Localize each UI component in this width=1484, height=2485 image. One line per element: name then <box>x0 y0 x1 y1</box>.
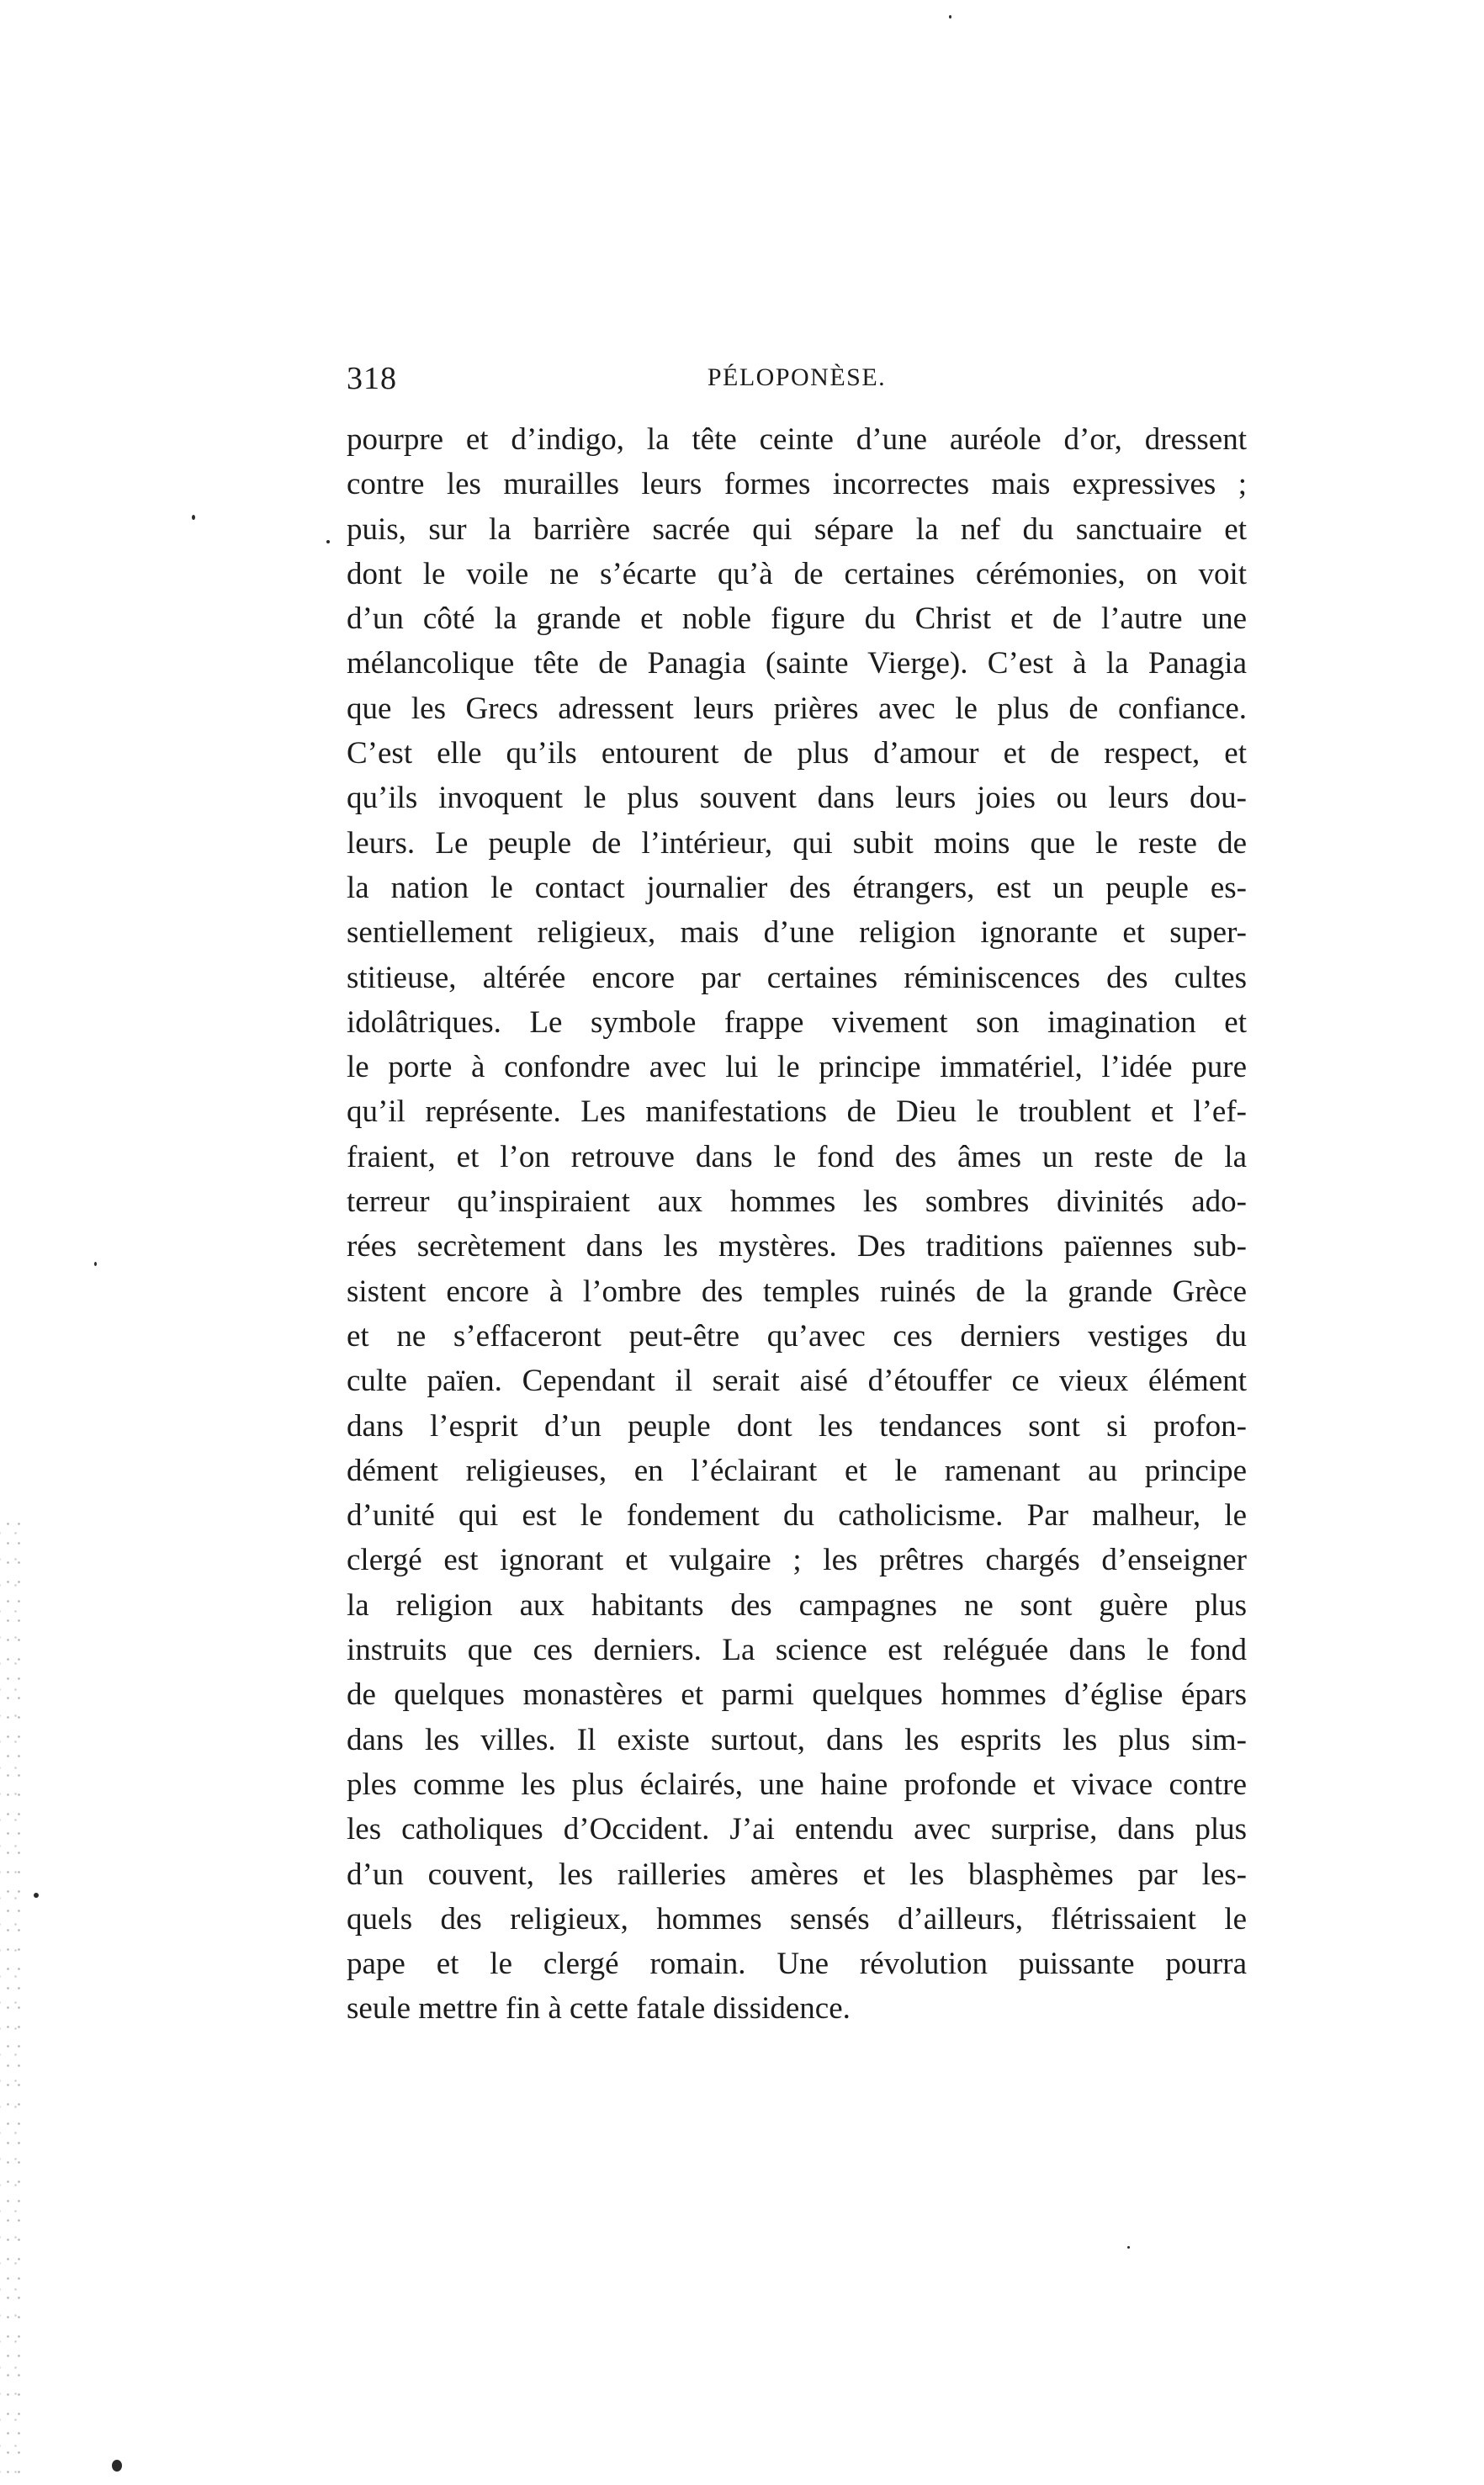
text-line: C’est elle qu’ils entourent de plus d’amour et de respect, et <box>347 736 1247 771</box>
text-line: fraient, et l’on retrouve dans le fond des âmes un reste de la <box>347 1139 1247 1174</box>
text-line: pape et le clergé romain. Une révolution puissante pourra <box>347 1947 1247 1982</box>
text-line: rées secrètement dans les mystères. Des traditions païennes sub- <box>347 1229 1247 1264</box>
text-line: ples comme les plus éclairés, une haine profonde et vivace contre <box>347 1767 1247 1802</box>
running-title: PÉLOPONÈSE. <box>707 363 887 391</box>
running-head <box>347 360 1247 411</box>
text-line: dans l’esprit d’un peuple dont les tendances sont si profon- <box>347 1408 1247 1444</box>
text-line: de quelques monastères et parmi quelques hommes d’église épars <box>347 1677 1247 1713</box>
text-line: d’un côté la grande et noble figure du Christ et de l’autre une <box>347 601 1247 637</box>
text-line: instruits que ces derniers. La science est reléguée dans le fond <box>347 1633 1247 1668</box>
text-line: d’un couvent, les railleries amères et les blasphèmes par les- <box>347 1857 1247 1892</box>
text-line: et ne s’effaceront peut-être qu’avec ces derniers vestiges du <box>347 1318 1247 1354</box>
scan-edge-noise <box>0 1514 25 2482</box>
text-line: les catholiques d’Occident. J’ai entendu avec surprise, dans plus <box>347 1812 1247 1847</box>
text-line: idolâtriques. Le symbole frappe vivement son imagination et <box>347 1004 1247 1040</box>
text-line: mélancolique tête de Panagia (sainte Vierge). C’est à la Panagia <box>347 646 1247 681</box>
text-line: terreur qu’inspiraient aux hommes les sombres divinités ado- <box>347 1184 1247 1220</box>
ink-speck <box>34 1893 39 1898</box>
text-line: qu’il représente. Les manifestations de Dieu le troublent et l’ef- <box>347 1094 1247 1130</box>
text-line: la religion aux habitants des campagnes ne sont guère plus <box>347 1587 1247 1623</box>
text-line: sentiellement religieux, mais d’une religion ignorante et super- <box>347 915 1247 951</box>
text-line: dont le voile ne s’écarte qu’à de certaines cérémonies, on voit <box>347 556 1247 591</box>
text-line: leurs. Le peuple de l’intérieur, qui subit moins que le reste de <box>347 825 1247 861</box>
ink-speck <box>94 1262 97 1266</box>
text-line: culte païen. Cependant il serait aisé d’étouffer ce vieux élément <box>347 1364 1247 1399</box>
text-line: dément religieuses, en l’éclairant et le ramenant au principe <box>347 1453 1247 1488</box>
text-line: puis, sur la barrière sacrée qui sépare la nef du sanctuaire et <box>347 511 1247 547</box>
body-paragraph <box>347 417 1247 2032</box>
text-line: contre les murailles leurs formes incorrectes mais expressives ; <box>347 467 1247 502</box>
text-line: quels des religieux, hommes sensés d’ailleurs, flétrissaient le <box>347 1901 1247 1937</box>
text-line: dans les villes. Il existe surtout, dans les esprits les plus sim- <box>347 1722 1247 1757</box>
text-line: qu’ils invoquent le plus souvent dans leurs joies ou leurs dou- <box>347 781 1247 816</box>
text-line: stitieuse, altérée encore par certaines réminiscences des cultes <box>347 960 1247 995</box>
ink-speck <box>949 15 951 19</box>
ink-speck <box>112 2460 122 2472</box>
text-line: sistent encore à l’ombre des temples ruinés de la grande Grèce <box>347 1274 1247 1309</box>
text-line: seule mettre fin à cette fatale dissidence. <box>347 1991 851 2027</box>
text-line: la nation le contact journalier des étrangers, est un peuple es- <box>347 870 1247 905</box>
page-number: 318 <box>347 361 397 396</box>
text-line: clergé est ignorant et vulgaire ; les prêtres chargés d’enseigner <box>347 1543 1247 1578</box>
ink-speck <box>326 540 330 543</box>
text-line: pourpre et d’indigo, la tête ceinte d’une auréole d’or, dressent <box>347 422 1247 457</box>
text-line: d’unité qui est le fondement du catholicisme. Par malheur, le <box>347 1498 1247 1534</box>
ink-speck <box>1127 2246 1130 2249</box>
ink-speck <box>192 515 195 520</box>
text-line: le porte à confondre avec lui le principe immatériel, l’idée pure <box>347 1050 1247 1085</box>
text-line: que les Grecs adressent leurs prières avec le plus de confiance. <box>347 691 1247 726</box>
